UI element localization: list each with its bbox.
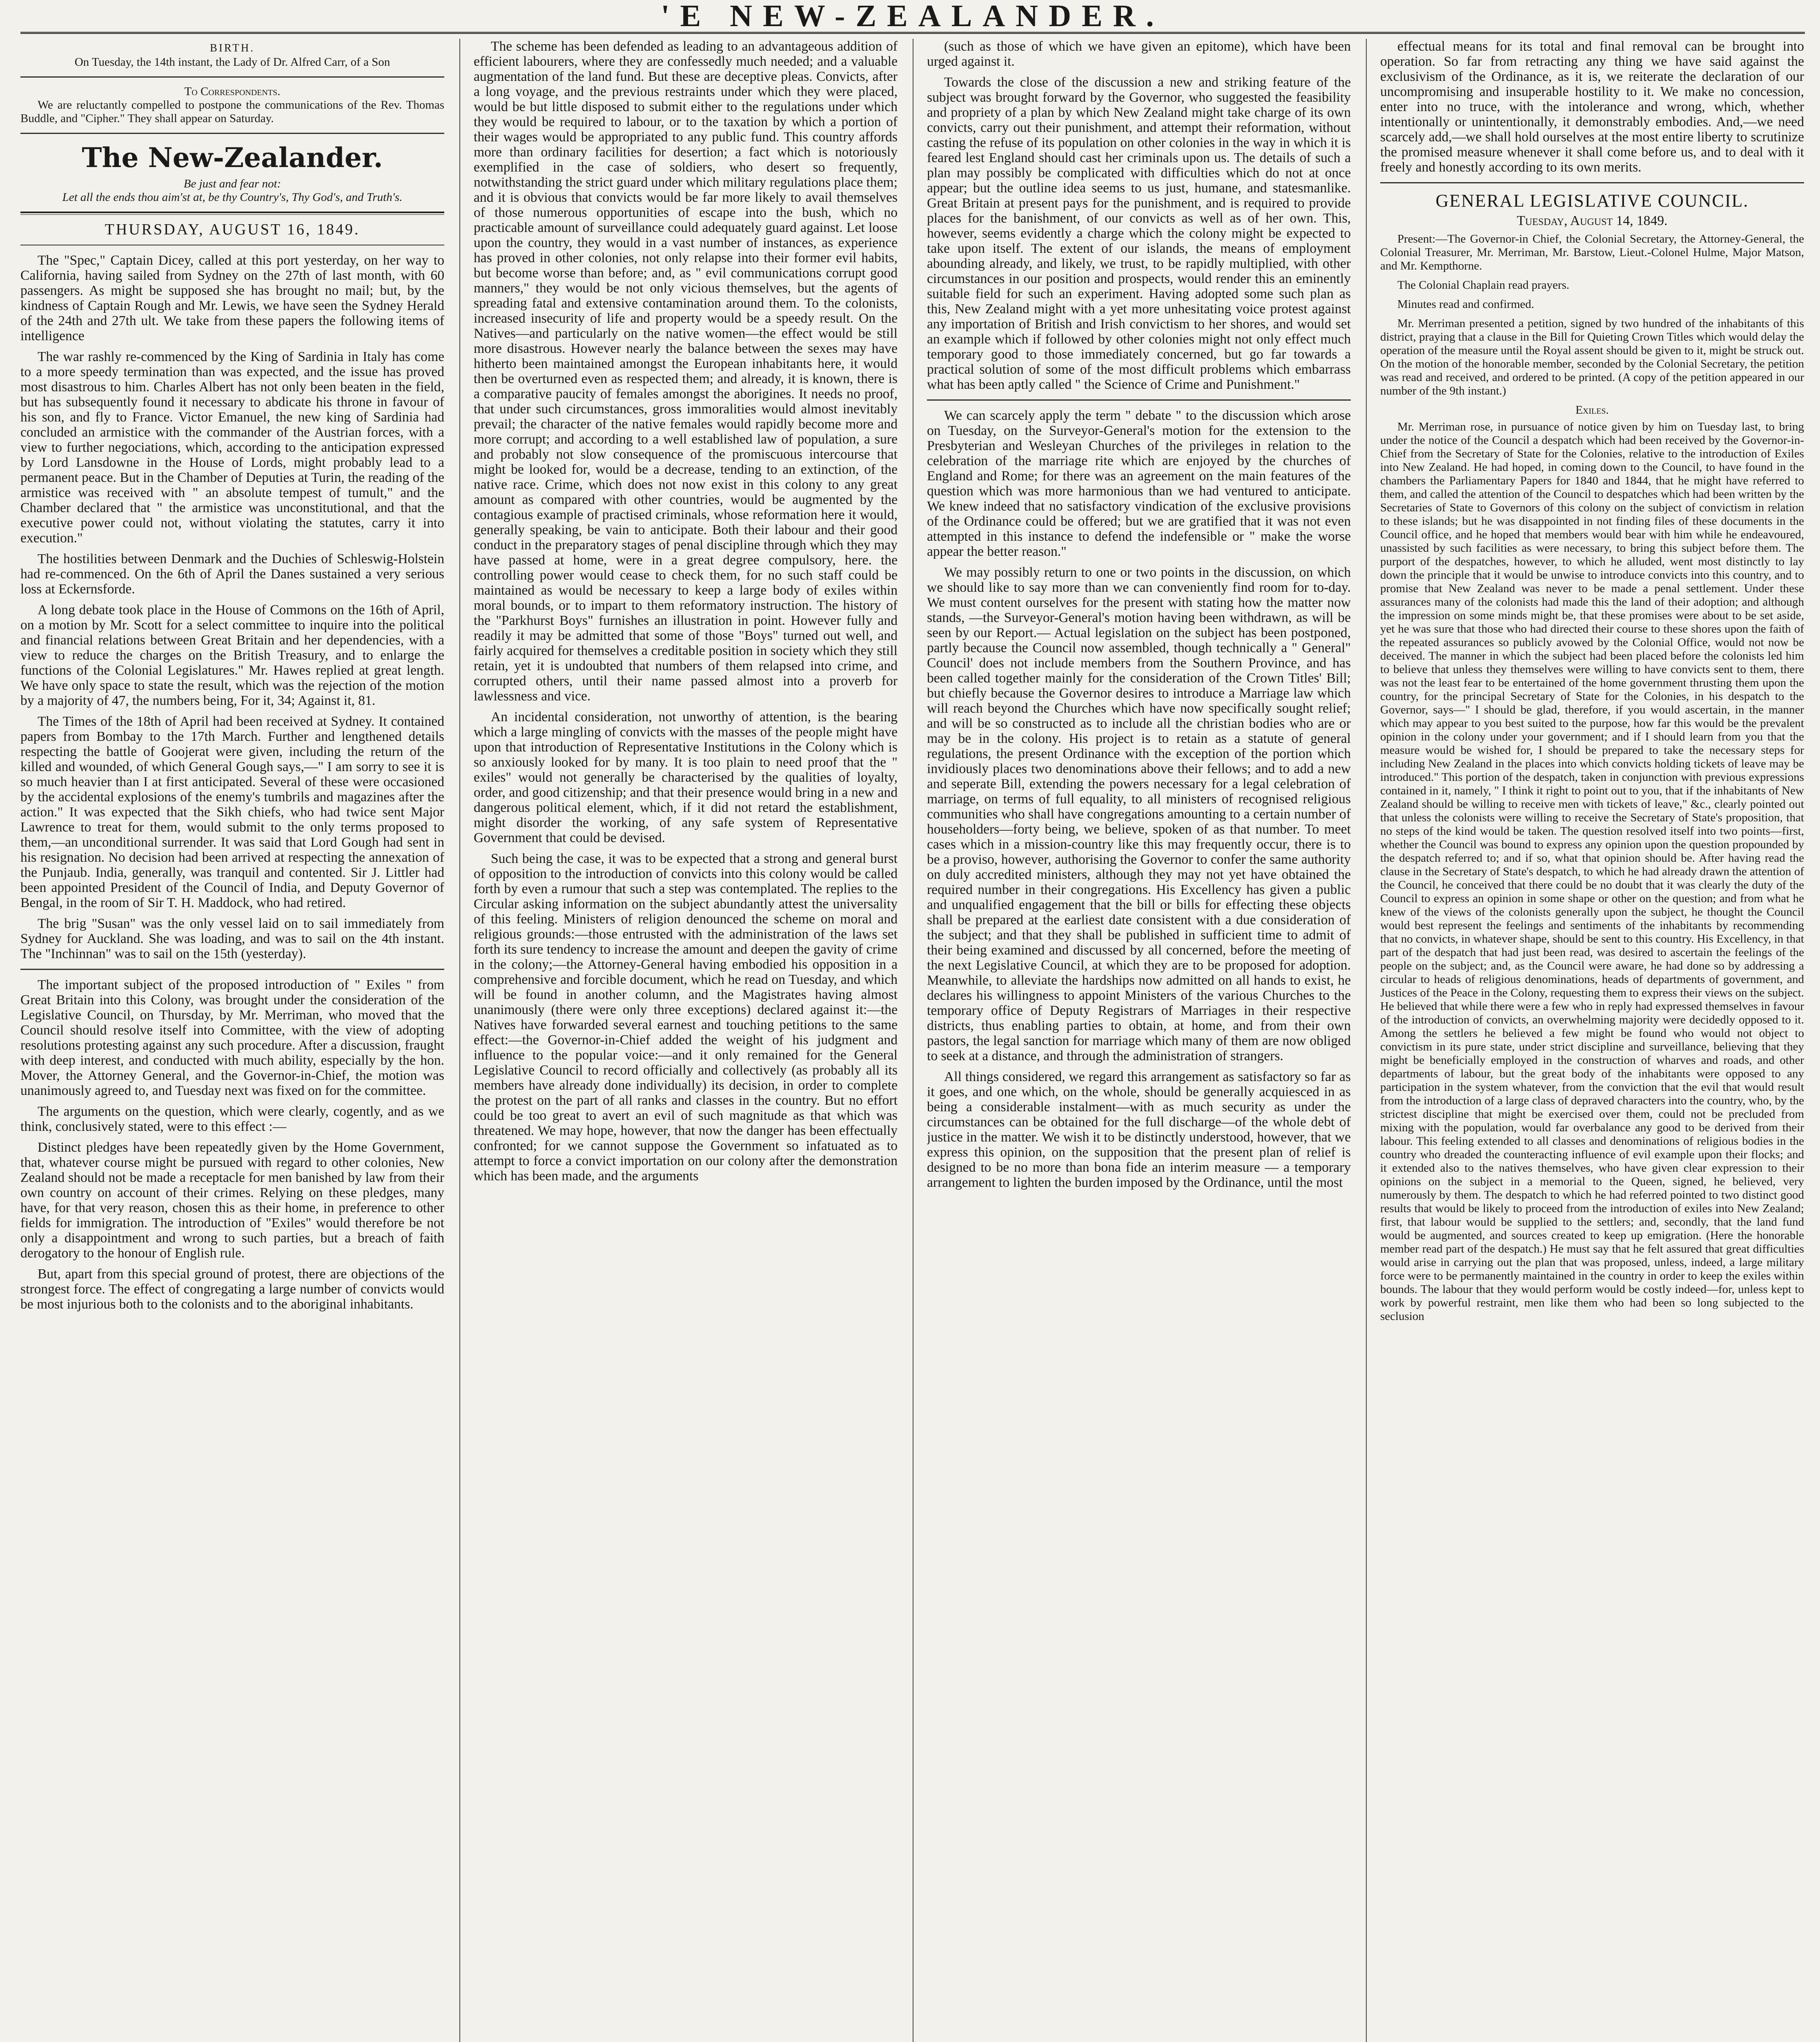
- divider: [20, 212, 444, 215]
- article-paragraph: The scheme has been defended as leading to an advantageous addition of efficient labourers, where they are confessedly much needed; and a valuable augmentation of the land fund. But these are deceptive pleas. Convicts, after a long voyage, and the previous restraints under which they were placed, would be but little disposed to submit either to the regulations under which they would be required to labour, or to the taxation by which a portion of their wages would be appropriated to any public fund. This country affords more than ordinary facilities for desertion; a fact which is notoriously exemplified in the case of soldiers, who desert so frequently, notwithstanding the strict guard under which military regulations place them; and it is obvious that convicts would be far more likely to avail themselves of those numerous opportunities of escape into the bush, which no practicable amount of surveillance could adequately guard against. Let loose upon the country, they would in a vast number of instances, as experience has proved in other colonies, not only relapse into their former evil habits, but become worse than before; and, as " evil communications corrupt good manners," they would be not only vicious themselves, but the agents of spreading fatal and extensive contamination around them. To the colonists, increased insecurity of life and property would be a speedy result. On the Natives—and particularly on the native women—the effect would be still more disastrous. However nearly the balance between the sexes may have hitherto been maintained amongst the European inhabitants here, it would then be overturned even as respected them; and already, it is known, there is a comparative paucity of females amongst the aborigines. It needs no proof, that under such circumstances, gross immoralities would almost inevitably prevail; the character of the native females would rapidly become more and more corrupt; and according to a well established law of population, a sure and probably not slow consequence of the promiscuous intercourse that might be looked for, would be a decrease, tending to an extinction, of the native race. Crime, which does not now exist in this colony to any great amount as compared with other countries, would be augmented by the contagious example of practised criminals, whose reformation here it would, generally speaking, be vain to anticipate. Both their labour and their good conduct in the preparatory stages of penal discipline through which they may have passed at home, were in a great degree compulsory, here. the controlling power would cease to check them, for no such staff could be maintained as would be necessary to keep a large body of exiles within moral bounds, or to impart to them reformatory instruction. The history of the "Parkhurst Boys" furnishes an illustration in point. However fully and readily it may be admitted that some of those "Boys" turned out well, and fairly acquired for themselves a creditable position in society which they still retain, yet it is undoubted that numbers of them relapsed into crime, and corrupted others, until their name passed almost into a proverb for lawlessness and vice.: [474, 39, 898, 704]
- column-rule: [1366, 39, 1367, 2042]
- article-paragraph: A long debate took place in the House of Commons on the 16th of April, on a motion by Mr. Scott for a select committee to inquire into the political and financial relations between Great Britain and her dependencies, with a view to reduce the charges on the British Treasury, and to enlarge the functions of the Colonial Legislatures." Mr. Hawes replied at great length. We have only space to state the result, which was the rejection of the motion by a majority of 47, the numbers being, For it, 34; Against it, 81.: [20, 602, 444, 708]
- exiles-heading: Exiles.: [1575, 403, 1609, 417]
- birth-heading: BIRTH.: [209, 42, 255, 54]
- article-paragraph: The war rashly re-commenced by the King of Sardinia in Italy has come to a more speedy termination than was expected, and the issue has proved most disastrous to him. Charles Albert has not only been beaten in the field, but has subsequently found it necessary to abdicate his throne in favour of his son, and fly to France. Victor Emanuel, the new king of Sardinia had concluded an armistice with the commander of the Austrian forces, with a view to further negociations, which, according to the anticipation expressed by Lord Lansdowne in the House of Lords, might probably lead to a permanent peace. But in the Chamber of Deputies at Turin, the reading of the armistice was received with " an absolute tempest of tumult," and the Chamber declared that " the armistice was unconstitutional, and that the executive power could not, without violating the statutes, carry it into execution.": [20, 349, 444, 546]
- article-paragraph: All things considered, we regard this arrangement as satisfactory so far as it goes, and one which, on the whole, should be generally acquiesced in as being a considerable instalment—with as much security as under the circumstances can be obtained for the full discharge—of the whole debt of justice in the matter. We wish it to be distinctly understood, however, that we express this opinion, on the supposition that the present plan of relief is designed to be no more than bona fide an interim measure — a temporary arrangement to lighten the burden imposed by the Ordinance, until the most: [927, 1069, 1351, 1190]
- council-minutes: Minutes read and confirmed.: [1397, 298, 1535, 311]
- article-paragraph: effectual means for its total and final removal can be brought into operation. So far from retracting any thing we have said against the exclusivism of the Ordinance, as it is, we reiterate the declaration of our uncompromising and insuperable hostility to it. We make no concession, enter into no truce, with the intolerance and wrong, which, whether intentionally or unintentionally, it demonstrably embodies. And,—we need scarcely add,—we shall hold ourselves at the most entire liberty to scrutinize the promised measure whenever it shall come before us, and to deal with it freely and honestly according to its own merits.: [1380, 39, 1804, 175]
- motto-line-2: Let all the ends thou aim'st at, be thy Country's, Thy God's, and Truth's.: [62, 191, 403, 204]
- article-paragraph: The "Spec," Captain Dicey, called at this port yesterday, on her way to California, having sailed from Sydney on the 27th of last month, with 60 passengers. As might be supposed she has brought no mail; but, by the kindness of Captain Rough and Mr. Lewis, we have seen the Sydney Herald of the 24th and 27th ult. We take from these papers the following items of intelligence: [20, 253, 444, 343]
- column-3: [927, 39, 1351, 2042]
- article-paragraph: But, apart from this special ground of protest, there are objections of the strongest force. The effect of congregating a large number of convicts would be most injurious both to the colonists and to the aboriginal inhabitants.: [20, 1266, 444, 1312]
- correspondents-heading: To Correspondents.: [184, 85, 281, 98]
- exiles-report: Mr. Merriman rose, in pursuance of notice given by him on Tuesday last, to bring under the notice of the Council a despatch which had been received by the Governor-in-Chief from the Secretary of State for the Colonies, relative to the introduction of Exiles into New Zealand. He had hoped, in coming down to the Council, to have found in the chambers the Parliamentary Papers for 1840 and 1844, that he might have referred to them, and called the attention of the Council to despatches which had been written by the Secretaries of State to Governors of this colony on the subject of convictism in relation to these islands; but he was disappointed in not finding files of these documents in the Council office, and he hoped that members would bear with him while he endeavoured, unassisted by such facilities as were necessary, to bring this subject before them. The purport of the despatches, however, to which he alluded, went most distinctly to lay down the principle that it would be unwise to introduce convicts into this country, and to promise that New Zealand was never to be made a penal settlement. Under these assurances many of the colonists had made this the land of their adoption; and although the impression on some minds might be, that these promises were about to be set aside, yet he was sure that those who had directed their course to these shores upon the faith of the repeated assurances so publicly avowed by the Colonial Office, would not now be deceived. The manner in which the subject had been placed before the colonists led him to believe that unless they themselves were willing to have convicts sent to them, there was not the least fear to be entertained of the home government thrusting them upon the country, for the principal Secretary of State for the Colonies, in his despatch to the Governor, says—" I should be glad, therefore, if you would ascertain, in the manner which may appear to you best suited to the purpose, how far this would be the prevalent opinion in the colony under your government; and if I should learn from you that the measure would be wished for, I should be prepared to take the necessary steps for including New Zealand in the places into which convicts holding tickets of leave may be introduced." This portion of the despatch, taken in conjunction with previous expressions contained in it, namely, " I think it right to point out to you, that if the inhabitants of New Zealand should be willing to receive men with tickets of leave," &c., clearly pointed out that unless the colonists were willing to receive the Secretary of State's proposition, that no steps of the kind would be taken. The question resolved itself into two points—first, whether the Council was bound to express any opinion upon the question propounded by the despatch referred to; and if so, what that opinion should be. After having read the clause in the Secretary of State's despatch, to which he had already drawn the attention of the Council, he conceived that there could be no doubt that it was clearly the duty of the Council to express an opinion in some shape or other on the question; and from what he knew of the views of the colonists generally upon the subject, he thought the Council would best represent the feelings and sentiments of the inhabitants by recommending that no convicts, in whatever shape, should be sent to this country. His Excellency, in that part of the despatch that had just been read, was desired to ascertain the feelings of the people on the subject; and, as the Council were aware, he had done so by addressing a circular to heads of religious denominations, heads of departments of government, and Justices of the Peace in the Colony, requesting them to express their views on the subject. He believed that while there were a few who in reply had expressed themselves in favour of the introduction of convicts, an overwhelming majority were decidedly opposed to it. Among the settlers he believed a few might be found who would not object to convictism in its pure state, under strict discipline and surveillance, believing that they might be beneficially employed in the construction of wharves and roads, and other departments of labour, but the great body of the inhabitants were opposed to any participation in the system whatever, from the conviction that the evil that would result from the introduction of a large class of depraved characters into the country, who, by the strictest discipline that might be exercised over them, could not be precluded from mixing with the population, would far overbalance any good to be derived from their labour. This feeling extended to all classes and denominations of religious bodies in the country who dreaded the counteracting influence of evil example upon their flocks; and it extended also to the natives themselves, who have given clear expression to their opinions on the subject in a memorial to the Queen, signed, he believed, very numerously by them. The despatch to which he had referred pointed to two distinct good results that would be likely to proceed from the introduction of exiles into New Zealand; first, that labour would be supplied to the settlers; and, secondly, that the land fund would be augmented, and sources created to keep up emigration. (Here the honorable member read part of the despatch.) He must say that he felt assured that great difficulties would arise in carrying out the plan that was proposed, unless, indeed, a large military force were to be permanently maintained in the country in order to keep the exiles within bounds. The labour that they would perform would be costly indeed—for, unless kept to work by powerful restraint, men like them who had been so long subjected to the seclusion: [1380, 420, 1804, 1323]
- article-paragraph: Such being the case, it was to be expected that a strong and general burst of opposition to the introduction of convicts into this colony would be called forth by even a rumour that such a step was contemplated. The replies to the Circular asking information on the subject abundantly attest the universality of this feeling. Ministers of religion denounced the scheme on moral and religious grounds:—those entrusted with the administration of the laws set forth its sure tendency to increase the amount and deepen the gavity of crime in the colony;—the Attorney-General having embodied his opposition in a comprehensive and forcible document, which he read on Tuesday, and which will be found in another column, and the Magistrates having almost unanimously (there were only three exceptions) declared against it:—the Natives have forwarded several earnest and touching petitions to the same effect:—the Governor-in-Chief added the weight of his judgment and influence to the popular voice:—and it only remained for the General Legislative Council to record officially and collectively (as probably all its members have already done individually) its decision, in order to complete the protest on the part of all ranks and classes in the country. But no effort could be too great to avert an evil of such magnitude as that which was threatened. We may hope, however, that now the danger has been effectually confronted; for we cannot suppose the Government so infatuated as to attempt to force a convict importation on our colony after the demonstration which has been made, and the arguments: [474, 851, 898, 1184]
- dateline: THURSDAY, AUGUST 16, 1849.: [105, 221, 360, 238]
- divider: [20, 76, 444, 78]
- article-paragraph: The hostilities between Denmark and the Duchies of Schleswig-Holstein had re-commenced. On the 6th of April the Danes sustained a very serious loss at Eckernsforde.: [20, 551, 444, 597]
- article-paragraph: The arguments on the question, which were clearly, cogently, and as we think, conclusively stated, were to this effect :—: [20, 1104, 444, 1134]
- divider: [1380, 182, 1804, 183]
- council-present: Present:—The Governor-in Chief, the Colonial Secretary, the Attorney-General, the Colonial Treasurer, Mr. Merriman, Mr. Barstow, Lieut.-Colonel Hulme, Major Matson, and Mr. Kempthorne.: [1380, 232, 1804, 272]
- divider: [20, 133, 444, 134]
- birth-notice: On Tuesday, the 14th instant, the Lady of Dr. Alfred Carr, of a Son: [74, 56, 390, 69]
- motto-line-1: Be just and fear not:: [183, 177, 281, 190]
- correspondents-notice: We are reluctantly compelled to postpone the communications of the Rev. Thomas Buddle, and "Cipher." They shall appear on Saturday.: [20, 98, 444, 125]
- council-prayers: The Colonial Chaplain read prayers.: [1397, 279, 1570, 292]
- column-4: [1380, 39, 1804, 2042]
- column-1: [20, 39, 444, 2042]
- column-rule: [459, 39, 460, 2042]
- article-paragraph: Towards the close of the discussion a new and striking feature of the subject was brought forward by the Governor, who suggested the feasibility and propriety of a plan by which New Zealand might take charge of its own convicts, carry out their punishment, and attempt their reformation, without casting the refuse of its population on other colonies in the way in which it is feared lest England should cast her criminals upon us. The details of such a plan may possibly be complicated with difficulties which do not at once appear; but the outline idea seems to us just, humane, and statesmanlike. Great Britain at present pays for the punishment, and is required to provide places for the banishment, of our convicts as well as of her own. This, however, seems evidently a charge which the colony might be expected to take upon itself. The extent of our islands, the means of employment abounding already, and likely, we trust, to be rapidly multiplied, with other circumstances in our position and prospects, would render this an eminently suitable field for such an experiment. Having adopted some such plan as this, New Zealand might with a yet more unhesitating voice protest against any importation of British and Irish convictism to her shores, and would set an example which if followed by other colonies might not only effect much temporary good to those immediately concerned, but go far towards a practical solution of some of the most difficult problems which embarrass what has been aptly called " the Science of Crime and Punishment.": [927, 75, 1351, 392]
- council-heading: GENERAL LEGISLATIVE COUNCIL.: [1435, 191, 1749, 211]
- article-paragraph: We can scarcely apply the term " debate " to the discussion which arose on Tuesday, on the Surveyor-General's motion for the extension to the Presbyterian and Wesleyan Churches of the privileges in relation to the celebration of the marriage rite which are enjoyed by the churches of England and Rome; for there was an agreement on the main features of the question which was more harmonious than we had ventured to anticipate. We knew indeed that no satisfactory vindication of the exclusive provisions of the Ordinance could be offered; but we are gratified that it was not even attempted in this instance to defend the indefensible or " make the worse appear the better reason.": [927, 408, 1351, 559]
- article-paragraph: An incidental consideration, not unworthy of attention, is the bearing which a large mingling of convicts with the masses of the people might have upon that introduction of Representative Institutions in the Colony which is so anxiously looked for by many. It is too plain to need proof that the " exiles" would not generally be characterised by the qualities of loyalty, order, and good citizenship; and that their presence would bring in a new and dangerous political element, which, if it did not retard the establishment, might disorder the working, of any safe system of Representative Government that could be devised.: [474, 709, 898, 845]
- article-paragraph: Distinct pledges have been repeatedly given by the Home Government, that, whatever course might be pursued with regard to other colonies, New Zealand should not be made a receptacle for men banished by law from their own country on account of their crimes. Relying on these pledges, many have, for that very reason, chosen this as their home, in preference to other fields for immigration. The introduction of "Exiles" would therefore be not only a disappointment and wrong to such parties, but a breach of faith derogatory to the honour of English rule.: [20, 1140, 444, 1261]
- council-date: Tuesday, August 14, 1849.: [1517, 213, 1668, 228]
- article-paragraph: The important subject of the proposed introduction of " Exiles " from Great Britain into this Colony, was brought under the consideration of the Legislative Council, on Thursday, by Mr. Merriman, who moved that the Council should resolve itself into Committee, with the view of adopting resolutions protesting against any such procedure. After a discussion, fraught with deep interest, and conducted with much ability, especially by the hon. Mover, the Attorney General, and the Governor-in-Chief, the motion was unanimously agreed to, and Tuesday next was fixed on for the committee.: [20, 977, 444, 1098]
- divider: [927, 399, 1351, 401]
- article-paragraph: The brig "Susan" was the only vessel laid on to sail immediately from Sydney for Auckland. She was loading, and was to sail on the 4th instant. The "Inchinnan" was to sail on the 15th (yesterday).: [20, 916, 444, 961]
- article-paragraph: (such as those of which we have given an epitome), which have been urged against it.: [927, 39, 1351, 69]
- divider: [20, 969, 444, 970]
- column-2: [474, 39, 898, 2042]
- paper-title: The New-Zealander.: [82, 142, 383, 174]
- council-petition: Mr. Merriman presented a petition, signed by two hundred of the inhabitants of this district, praying that a clause in the Bill for Quieting Crown Titles which would delay the operation of the measure until the Royal assent should be given to it, might be struck out. On the motion of the honorable member, seconded by the Colonial Secretary, the petition was read and received, and ordered to be printed. (A copy of the petition appeared in our number of the 9th instant.): [1380, 317, 1804, 397]
- masthead-title: 'E NEW-ZEALANDER.: [20, 0, 1805, 34]
- newspaper-page: [20, 0, 1805, 2042]
- article-paragraph: We may possibly return to one or two points in the discussion, on which we should like to say more than we can conveniently find room for to-day. We must content ourselves for the present with stating how the matter now stands, —the Surveyor-General's motion having been withdrawn, as will be seen by our Report.— Actual legislation on the subject has been postponed, partly because the Council now assembled, though technically a " General" Council' does not include members from the Southern Province, and has been called together mainly for the consideration of the Crown Titles' Bill; but chiefly because the Governor desires to introduce a Marriage law which will reach beyond the Churches which have now specifically sought relief; and will be so constructed as to include all the christian bodies who are or may be in the colony. His project is to retain as a statute of general regulations, the present Ordinance with the exception of the portion which invidiously places two denominations above their fellows; and to add a new and seperate Bill, extending the powers necessary for a legal celebration of marriage, on terms of full equality, to all ministers of recognised religious communities who shall have congregations amounting to a certain number of householders—forty being, we believe, spoken of as that number. To meet cases which in a mission-country like this may frequently occur, there is to be a proviso, however, authorising the Governor to confer the same authority on duly accredited ministers, although they may not yet have obtained the required number in their congregations. His Excellency has given a public and unqualified engagement that the bill or bills for effecting these objects shall be prepared at the earliest date consistent with a due consideration of the subject; and that they shall be published in sufficient time to admit of their being examined and discussed by all concerned, before the meeting of the next Legislative Council, at which they are to be proposed for adoption. Meanwhile, to alleviate the hardships now admitted on all hands to exist, he declares his willingness to appoint Ministers of the various Churches to the temporary office of Deputy Registrars of Marriages in their respective districts, thus enabling parties to obtain, at home, and from their own pastors, the legal sanction for marriage which many of them are now obliged to seek at a distance, and through the administration of strangers.: [927, 565, 1351, 1063]
- article-paragraph: The Times of the 18th of April had been received at Sydney. It contained papers from Bombay to the 17th March. Further and lengthened details respecting the battle of Goojerat were given, including the return of the killed and wounded, of which General Gough says,—" I am sorry to see it is so much heavier than I at first anticipated. Several of these were occasioned by the accidental explosions of the enemy's tumbrils and magazines after the action." It was expected that the Sikh chiefs, who had twice sent Major Lawrence to treat for them, would submit to the only terms proposed to them,—an unconditional surrender. It was said that Lord Gough had sent in his resignation. No decision had been arrived at respecting the annexation of the Punjaub. India, generally, was tranquil and contented. Sir J. Littler had been appointed President of the Council of India, and Deputy Governor of Bengal, in the room of Sir T. H. Maddock, who had retired.: [20, 714, 444, 910]
